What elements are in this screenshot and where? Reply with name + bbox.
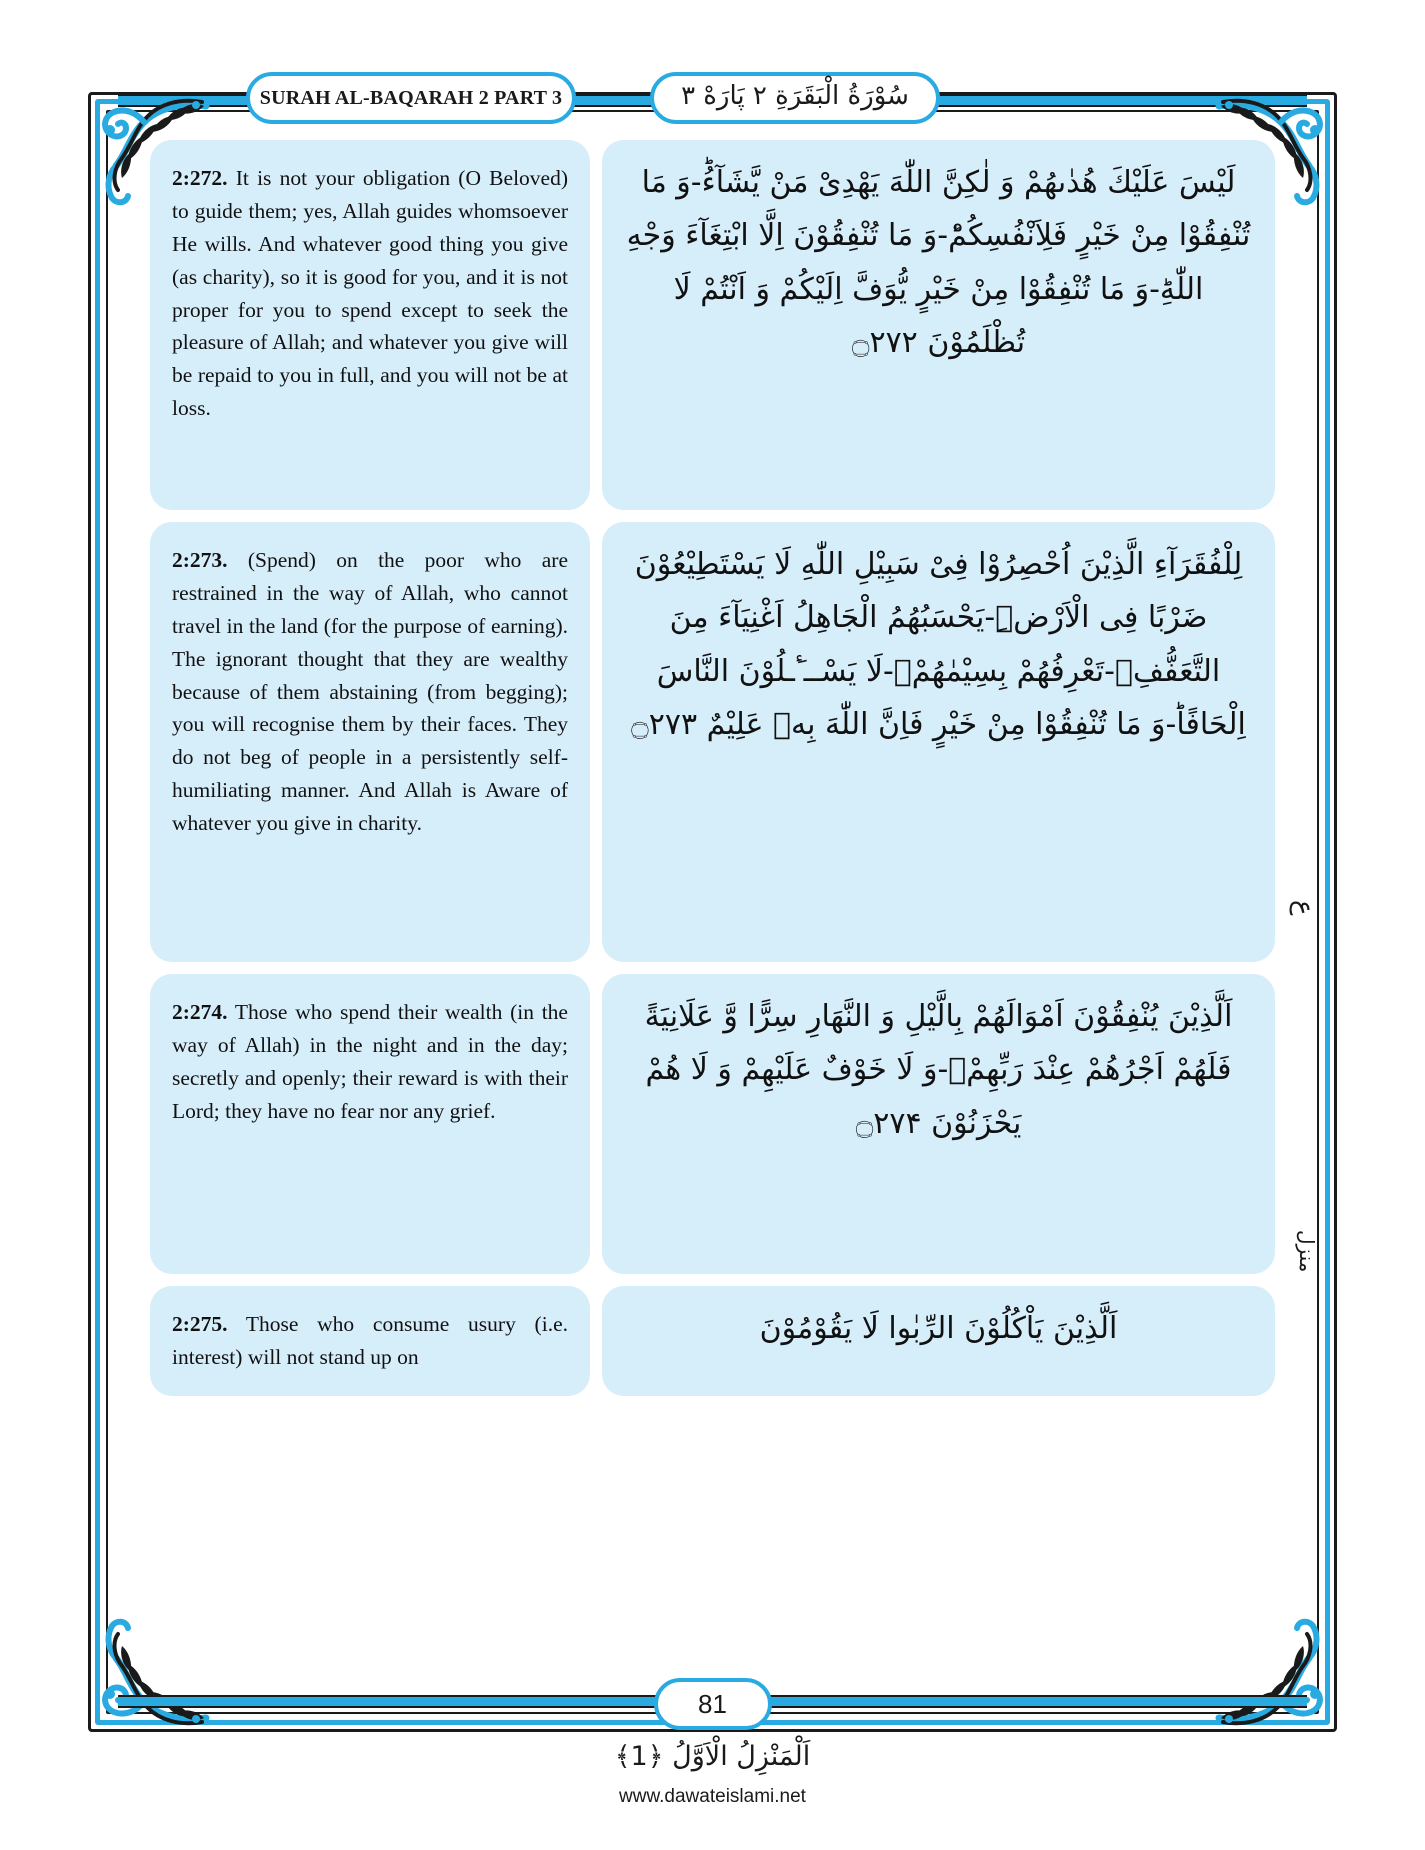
header-surah-plate xyxy=(246,72,576,124)
verse-arabic-block: لَیْسَ عَلَیْكَ هُدٰىهُمْ وَ لٰكِنَّ اللّٰهَ یَهْدِیْ مَنْ یَّشَآءُؕ-وَ مَا تُنْفِقُوْا مِنْ خَیْرٍ فَلِاَنْفُسِكُمْؕ-وَ مَا تُنْفِقُوْنَ اِلَّا ابْتِغَآءَ وَجْهِ اللّٰهِؕ-وَ مَا تُنْفِقُوْا مِنْ خَیْرٍ یُّوَفَّ اِلَیْكُمْ وَ اَنْتُمْ لَا تُظْلَمُوْنَ ۝۲۷۲ xyxy=(602,140,1275,510)
margin-annotations xyxy=(1277,140,1321,1690)
manzil-marker: منزل xyxy=(1295,1230,1319,1273)
verse-number: 2:274. xyxy=(172,1000,228,1024)
verse-english-text: Those who consume usury (i.e. interest) will not stand up on xyxy=(172,1312,568,1369)
footer-website: www.dawateislami.net xyxy=(619,1786,806,1807)
ruku-marker: ع xyxy=(1289,900,1319,916)
footer-manzil-label: اَلْمَنْزِلُ الْاَوَّلُ ﴿1﴾ xyxy=(614,1741,811,1772)
verse-row xyxy=(150,140,1275,510)
verse-english-block xyxy=(150,522,590,962)
verse-english-text: (Spend) on the poor who are restrained in the way of Allah, who cannot travel in the land (for the purpose of earning). The ignorant thought that they are wealthy because of them abstaining (from begging); you will recognise them by their faces. They do not beg of people in a persistently self-humiliating manner. And Allah is Aware of whatever you give in charity. xyxy=(172,548,568,836)
verse-arabic-block: اَلَّذِیْنَ یَاْكُلُوْنَ الرِّبٰوا لَا یَقُوْمُوْنَ xyxy=(602,1286,1275,1396)
verse-number: 2:272. xyxy=(172,166,228,190)
verse-english-block xyxy=(150,1286,590,1396)
verse-row xyxy=(150,522,1275,962)
verse-english-block xyxy=(150,140,590,510)
header-arabic-title: سُوْرَةُ الْبَقَرَةِ ٢ پَارَهْ ٣ xyxy=(681,81,909,111)
verse-english-block xyxy=(150,974,590,1274)
header-arabic-plate xyxy=(650,72,940,124)
verse-arabic-block: لِلْفُقَرَآءِ الَّذِیْنَ اُحْصِرُوْا فِیْ سَبِیْلِ اللّٰهِ لَا یَسْتَطِیْعُوْنَ ضَرْبًا فِی الْاَرْضِ٘-یَحْسَبُهُمُ الْجَاهِلُ اَغْنِیَآءَ مِنَ التَّعَفُّفِۚ-تَعْرِفُهُمْ بِسِیْمٰهُمْۚ-لَا یَسْــٴَـلُوْنَ النَّاسَ اِلْحَافًاؕ-وَ مَا تُنْفِقُوْا مِنْ خَیْرٍ فَاِنَّ اللّٰهَ بِهٖ عَلِیْمٌ ۝۲۷۳ xyxy=(602,522,1275,962)
verse-english-text: Those who spend their wealth (in the way of Allah) in the night and in the day; secretly and openly; their reward is with their Lord; they have no fear nor any grief. xyxy=(172,1000,568,1123)
header-surah-title: SURAH AL-BAQARAH 2 PART 3 xyxy=(259,86,563,109)
page-number: 81 xyxy=(698,1688,727,1719)
verses-container xyxy=(150,140,1275,1690)
verse-row xyxy=(150,974,1275,1274)
verse-number: 2:273. xyxy=(172,548,228,572)
verse-row xyxy=(150,1286,1275,1396)
verse-english-text: It is not your obligation (O Beloved) to guide them; yes, Allah guides whomsoever He wills. And whatever good thing you give (as charity), so it is good for you, and it is not proper for you to spend except to seek the pleasure of Allah; and whatever you give will be repaid to you in full, and you will not be at loss. xyxy=(172,166,568,421)
verse-number: 2:275. xyxy=(172,1312,228,1336)
page-number-plate xyxy=(654,1678,772,1730)
verse-arabic-block: اَلَّذِیْنَ یُنْفِقُوْنَ اَمْوَالَهُمْ بِالَّیْلِ وَ النَّهَارِ سِرًّا وَّ عَلَانِیَةً فَلَهُمْ اَجْرُهُمْ عِنْدَ رَبِّهِمْۚ-وَ لَا خَوْفٌ عَلَیْهِمْ وَ لَا هُمْ یَحْزَنُوْنَ ۝۲۷۴ xyxy=(602,974,1275,1274)
